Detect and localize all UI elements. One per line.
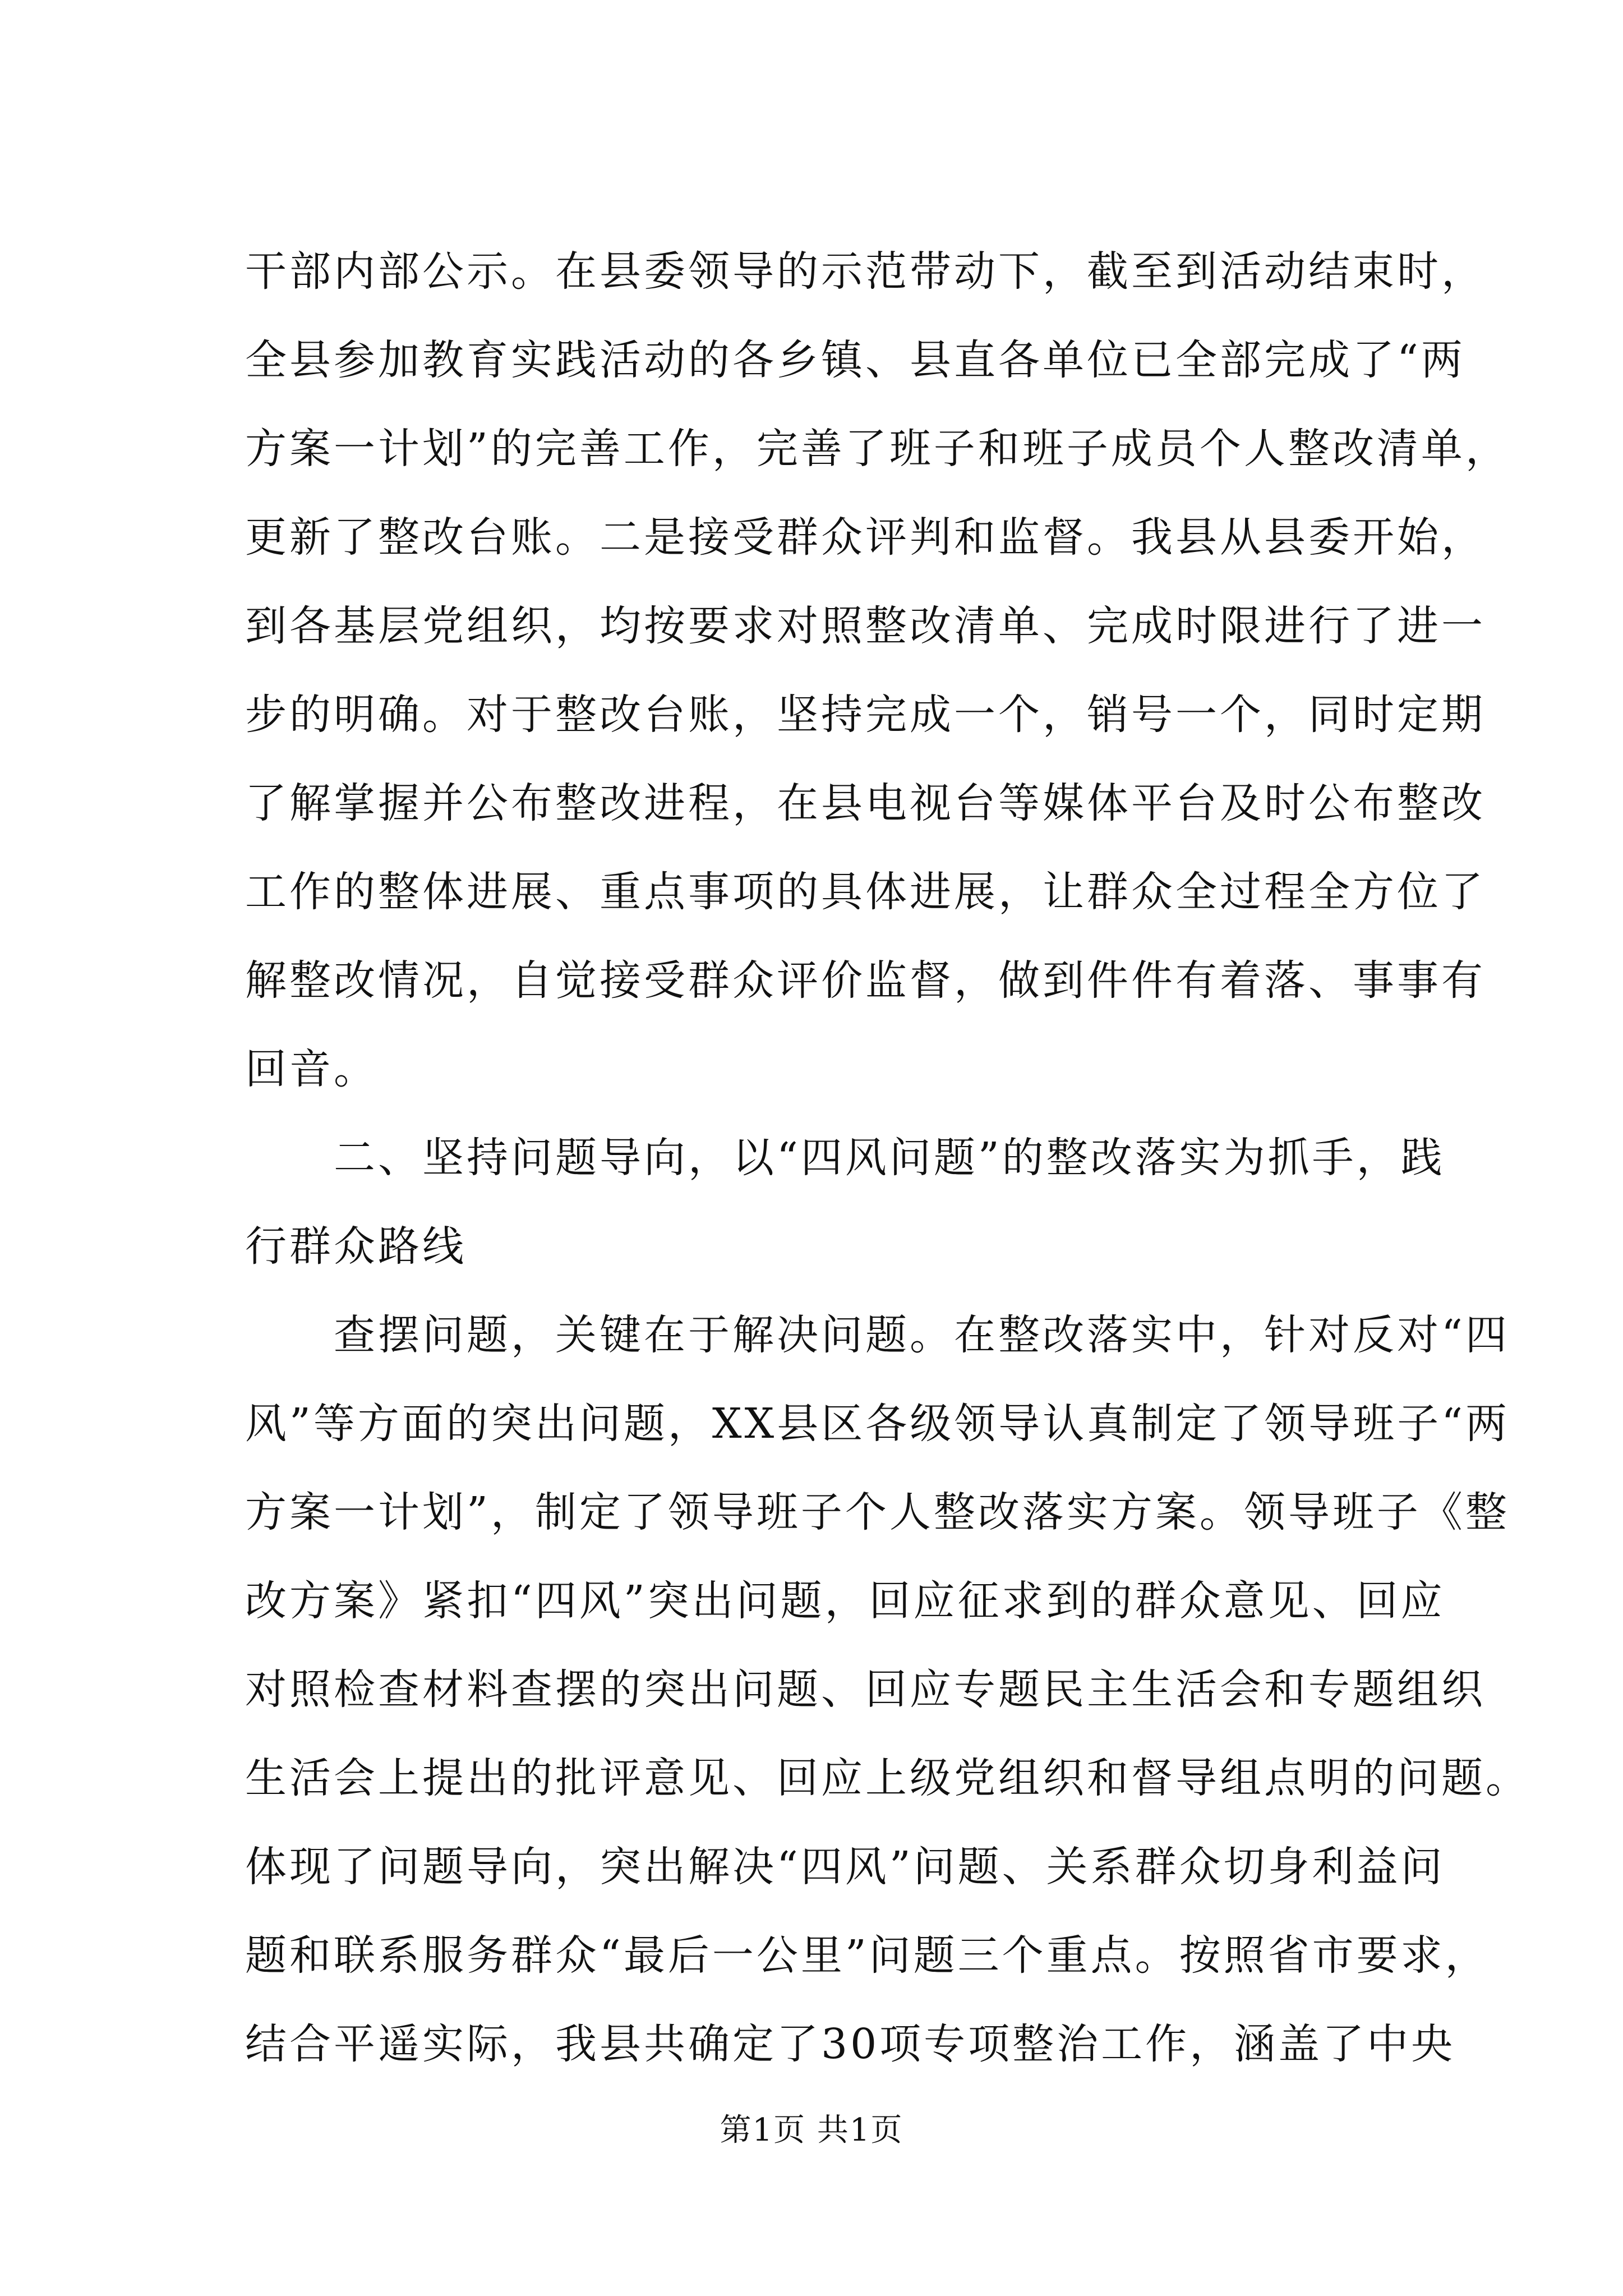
text-line: 结合平遥实际，我县共确定了30项专项整治工作，涵盖了中央 (245, 2020, 1456, 2068)
document-body (245, 227, 1530, 2088)
text-line: 题和联系服务群众“最后一公里”问题三个重点。按照省市要求， (245, 1931, 1490, 1980)
text-line: 风”等方面的突出问题，XX县区各级领导认真制定了领导班子“两 (245, 1400, 1510, 1448)
text-line: 改方案》紧扣“四风”突出问题，回应征求到的群众意见、回应 (245, 1577, 1445, 1625)
text-line: 到各基层党组织，均按要求对照整改清单、完成时限进行了进一 (245, 602, 1486, 650)
text-line: 体现了问题导向，突出解决“四风”问题、关系群众切身利益问 (245, 1843, 1445, 1891)
text-line: 生活会上提出的批评意见、回应上级党组织和督导组点明的问题。 (245, 1754, 1530, 1802)
text-line: 全县参加教育实践活动的各乡镇、县直各单位已全部完成了“两 (245, 336, 1465, 384)
text-line: 方案一计划”的完善工作，完善了班子和班子成员个人整改清单， (245, 425, 1510, 473)
text-line: 干部内部公示。在县委领导的示范带动下，截至到活动结束时， (245, 247, 1486, 296)
text-line: 回音。 (245, 1045, 378, 1093)
text-line: 步的明确。对于整改台账，坚持完成一个，销号一个，同时定期 (245, 691, 1486, 739)
section-heading-line: 二、坚持问题导向，以“四风问题”的整改落实为抓手，践 (245, 1134, 1445, 1182)
section-heading-line: 行群众路线 (245, 1222, 467, 1271)
text-line: 了解掌握并公布整改进程，在县电视台等媒体平台及时公布整改 (245, 779, 1486, 827)
text-line: 对照检查材料查摆的突出问题、回应专题民主生活会和专题组织 (245, 1665, 1486, 1714)
text-line: 方案一计划”，制定了领导班子个人整改落实方案。领导班子《整 (245, 1488, 1510, 1536)
text-line: 查摆问题，关键在于解决问题。在整改落实中，针对反对“四 (245, 1311, 1510, 1359)
text-line: 解整改情况，自觉接受群众评价监督，做到件件有着落、事事有 (245, 956, 1486, 1005)
text-line: 更新了整改台账。二是接受群众评判和监督。我县从县委开始， (245, 513, 1486, 562)
page-number-footer: 第1页 共1页 (720, 2112, 903, 2148)
text-line: 工作的整体进展、重点事项的具体进展，让群众全过程全方位了 (245, 868, 1486, 916)
